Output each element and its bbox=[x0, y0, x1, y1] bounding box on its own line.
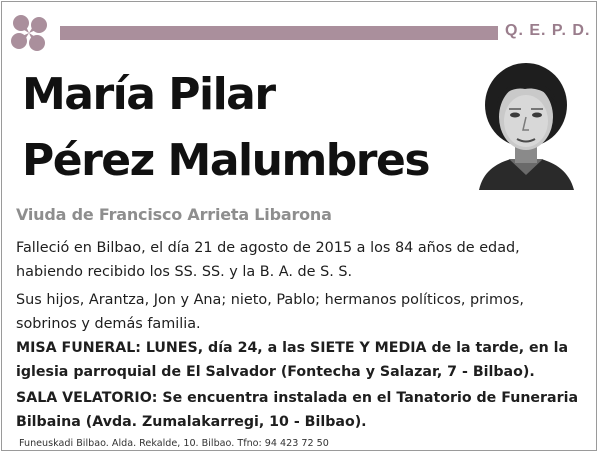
deceased-name-line1: María Pilar bbox=[22, 69, 275, 120]
deceased-name-line2: Pérez Malumbres bbox=[22, 135, 430, 186]
qepd-label: Q. E. P. D. bbox=[505, 22, 591, 39]
obituary-card bbox=[1, 1, 597, 451]
widow-of-line: Viuda de Francisco Arrieta Libarona bbox=[16, 205, 332, 224]
death-notice-paragraph: Falleció en Bilbao, el día 21 de agosto de 2015 a los 84 años de edad, habiendo recibido los SS. SS. y la B. A. de S. S. bbox=[16, 240, 520, 280]
family-paragraph: Sus hijos, Arantza, Jon y Ana; nieto, Pablo; hermanos políticos, primos, sobrinos y demás familia. bbox=[16, 292, 524, 332]
wake-paragraph: SALA VELATORIO: Se encuentra instalada en el Tanatorio de Funeraria Bilbaina (Avda. Zumalakarregi, 10 - Bilbao). bbox=[16, 390, 579, 430]
portrait-photo bbox=[475, 59, 577, 190]
lauburu-icon bbox=[6, 10, 52, 56]
header-bar bbox=[60, 26, 498, 40]
funeral-home-footer: Funeuskadi Bilbao. Alda. Rekalde, 10. Bilbao. Tfno: 94 423 72 50 bbox=[19, 438, 329, 449]
funeral-mass-paragraph: MISA FUNERAL: LUNES, día 24, a las SIETE Y MEDIA de la tarde, en la iglesia parroquial de El Salvador (Fontecha y Salazar, 7 - Bilbao). bbox=[16, 340, 569, 380]
